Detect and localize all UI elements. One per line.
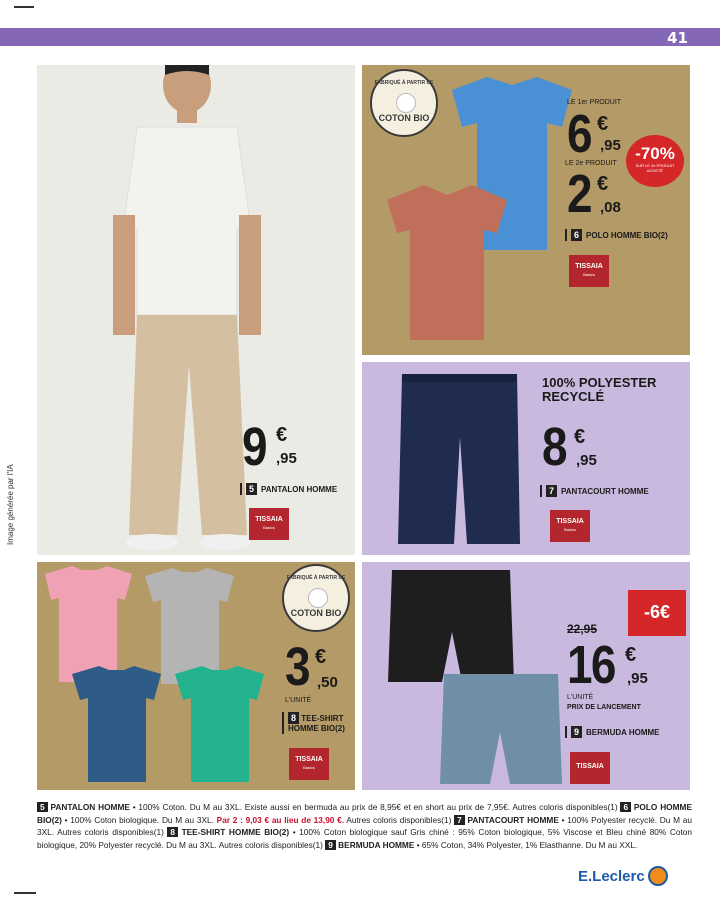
product-name: PANTALON HOMME (261, 484, 338, 494)
label-bar (565, 726, 567, 738)
pantacourt-price (542, 417, 597, 477)
panel-tshirt (37, 562, 355, 790)
price-currency: € (597, 173, 609, 195)
bermuda-price (567, 635, 648, 695)
brand-sub: Basics (263, 524, 275, 530)
product-name-line2: HOMME BIO(2) (288, 724, 345, 733)
product-number: 6 (571, 229, 582, 241)
brand-name: TISSAIA (255, 516, 283, 523)
product-number: 6 (620, 802, 631, 812)
desc-text: Autres coloris disponibles(1) (344, 814, 455, 825)
brand-logo (550, 510, 590, 542)
tshirt-label (282, 712, 345, 734)
price-cents: ,95 (627, 670, 648, 687)
brand-logo (570, 752, 610, 784)
cotton-flower-icon (396, 93, 416, 113)
product-number: 8 (288, 712, 299, 724)
seal-top-text: FABRIQUÉ À PARTIR DE (374, 80, 434, 86)
price-integer: 8 (542, 417, 566, 477)
price-currency: € (574, 426, 586, 448)
price-cents: ,95 (276, 450, 297, 467)
claim-line: 100% POLYESTER (542, 375, 657, 390)
logo-text: E.Leclerc (578, 867, 645, 885)
pantalon-price (242, 417, 297, 477)
product-name: BERMUDA HOMME (586, 727, 660, 737)
price-cents: ,95 (576, 452, 597, 469)
brand-name: TISSAIA (576, 763, 604, 770)
page-number: 41 (667, 29, 688, 47)
desc-text: • 65% Coton, 34% Polyester, 1% Elasthanne. Du M au XXL. (414, 839, 638, 850)
badge-text: SUR LE 2e PRODUIT (635, 163, 675, 168)
seal-bottom-text: COTON BIO (378, 113, 430, 123)
price-integer: 9 (242, 417, 266, 477)
price-integer: 16 (567, 635, 615, 695)
tshirt-price (285, 637, 338, 697)
desc-text: • 100% Coton biologique sauf Gris chiné : 95% Coton biologique, 5% Viscose et Bleu chiné 80% Coton biologique, 20% Polyester recyclé. Du M au 3XL. Autres coloris disponibles(1) (37, 827, 692, 850)
second-product-label: LE 2e PRODUIT (565, 160, 617, 167)
label-bar (282, 712, 284, 734)
brand-logo (569, 255, 609, 287)
badge-text: ACHETÉ (646, 167, 664, 173)
brand-logo (289, 748, 329, 780)
brand-name: TISSAIA (295, 756, 323, 763)
product-number: 5 (246, 483, 257, 495)
brand-sub: Basics (564, 526, 576, 532)
product-name: PANTACOURT HOMME (561, 486, 649, 496)
product-number: 7 (546, 485, 557, 497)
old-price: 22,95 (567, 622, 598, 636)
polo-label (565, 229, 668, 241)
launch-label: PRIX DE LANCEMENT (567, 704, 641, 711)
discount-badge: -6€ (628, 590, 686, 636)
price-currency: € (276, 424, 288, 446)
bermuda-label (565, 726, 660, 738)
price-cents: ,08 (600, 199, 621, 216)
desc-title: TEE-SHIRT HOMME BIO(2) (181, 827, 290, 838)
product-number: 8 (167, 827, 178, 837)
price-integer: 6 (567, 104, 591, 164)
panel-polo (362, 65, 690, 355)
discount-badge (626, 135, 684, 187)
product-name: TEE-SHIRT (301, 714, 344, 723)
seal-bottom-text: COTON BIO (290, 608, 342, 618)
product-number: 5 (37, 802, 48, 812)
desc-title: PANTALON HOMME (50, 802, 130, 812)
desc-text: • 100% Coton. Du M au 3XL. Existe aussi en bermuda au prix de 8,95€ et en short au prix de 7,95€. Autres coloris disponibles(1) (129, 802, 621, 812)
desc-text: • 100% Coton biologique. Du M au 3XL. (61, 814, 217, 825)
leclerc-icon (648, 866, 668, 886)
brand-name: TISSAIA (575, 263, 603, 270)
bottom-rule (14, 892, 36, 894)
price-currency: € (315, 646, 327, 668)
pantacourt-label (540, 485, 649, 497)
unit-label: L'UNITÉ (567, 694, 594, 701)
header-bar (0, 28, 720, 46)
price-integer: 3 (285, 637, 309, 697)
desc-title: PANTACOURT HOMME (467, 814, 559, 825)
leclerc-logo (578, 866, 668, 886)
label-bar (240, 483, 242, 495)
pantalon-label (240, 483, 337, 495)
product-number: 9 (571, 726, 582, 738)
model-image (37, 65, 355, 555)
label-bar (540, 485, 542, 497)
first-product-label: LE 1er PRODUIT (567, 99, 622, 106)
price-cents: ,50 (317, 674, 338, 691)
organic-cotton-seal (282, 564, 350, 632)
desc-title: BERMUDA HOMME (338, 839, 415, 850)
product-descriptions (37, 801, 692, 851)
price-currency: € (625, 644, 637, 666)
unit-label: L'UNITÉ (285, 697, 312, 704)
label-bar (565, 229, 567, 241)
second-price (567, 164, 621, 224)
brand-sub: Basics (303, 764, 315, 770)
price-currency: € (597, 113, 609, 135)
desc-offer: Par 2 : 9,03 € au lieu de 13,90 €. (216, 814, 345, 825)
product-number: 9 (325, 840, 336, 850)
top-rule (14, 6, 34, 8)
panel-pantacourt (362, 362, 690, 555)
price-integer: 2 (567, 164, 591, 224)
brand-name: TISSAIA (556, 518, 584, 525)
brand-sub: Basics (583, 271, 595, 277)
brand-logo (249, 508, 289, 540)
desc-title: POLO HOMME BIO(2) (37, 802, 692, 825)
cotton-flower-icon (308, 588, 328, 608)
product-name: POLO HOMME BIO(2) (586, 230, 668, 240)
seal-top-text: FABRIQUÉ À PARTIR DE (286, 575, 346, 581)
recycled-claim (542, 376, 656, 403)
panel-pantalon (37, 65, 355, 555)
desc-text: • 100% Polyester recyclé. Du M au 3XL. Autres coloris disponibles(1) (37, 814, 693, 838)
organic-cotton-seal (370, 69, 438, 137)
product-number: 7 (454, 815, 465, 825)
ai-image-notice: Image générée par l'IA (6, 464, 15, 545)
badge-percent: -70% (635, 144, 675, 163)
claim-line: RECYCLÉ (542, 388, 605, 404)
price-cents: ,95 (600, 137, 621, 154)
